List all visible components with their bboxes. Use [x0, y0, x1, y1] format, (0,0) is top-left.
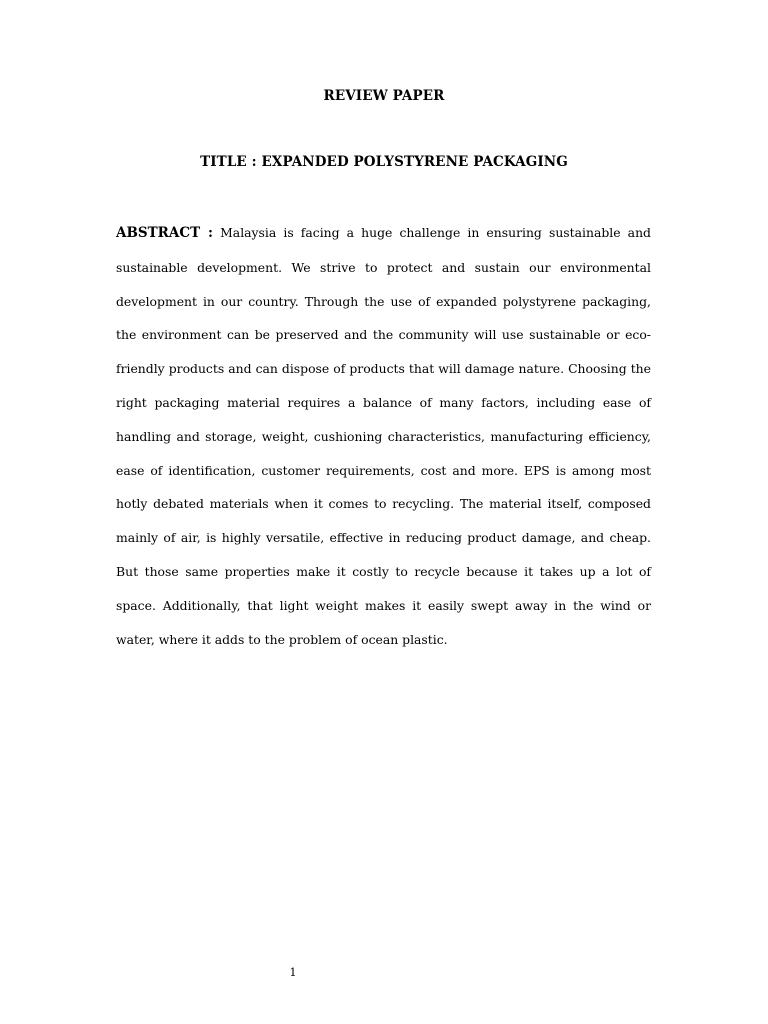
paper-type-heading: REVIEW PAPER — [323, 88, 445, 104]
paper-title: TITLE : EXPANDED POLYSTYRENE PACKAGING — [200, 154, 568, 170]
abstract-label: ABSTRACT : — [116, 225, 214, 241]
abstract-paragraph — [116, 216, 651, 656]
abstract-text: Malaysia is facing a huge challenge in ensuring sustainable and sustainable development. We strive to protect and sustain our environmental development in our country. Through the use of expanded polystyrene packaging, the environment can be preserved and the community will use sustainable or eco-friendly products and can dispose of products that will damage nature. Choosing the right packaging material requires a balance of many factors, including ease of handling and storage, weight, cushioning characteristics, manufacturing efficiency, ease of identification, customer requirements, cost and more. EPS is among most hotly debated materials when it comes to recycling. The material itself, composed mainly of air, is highly versatile, effective in reducing product damage, and cheap. But those same properties make it costly to recycle because it takes up a lot of space. Additionally, that light weight makes it easily swept away in the wind or water, where it adds to the problem of ocean plastic. — [116, 225, 651, 647]
page-number: 1 — [289, 966, 297, 979]
